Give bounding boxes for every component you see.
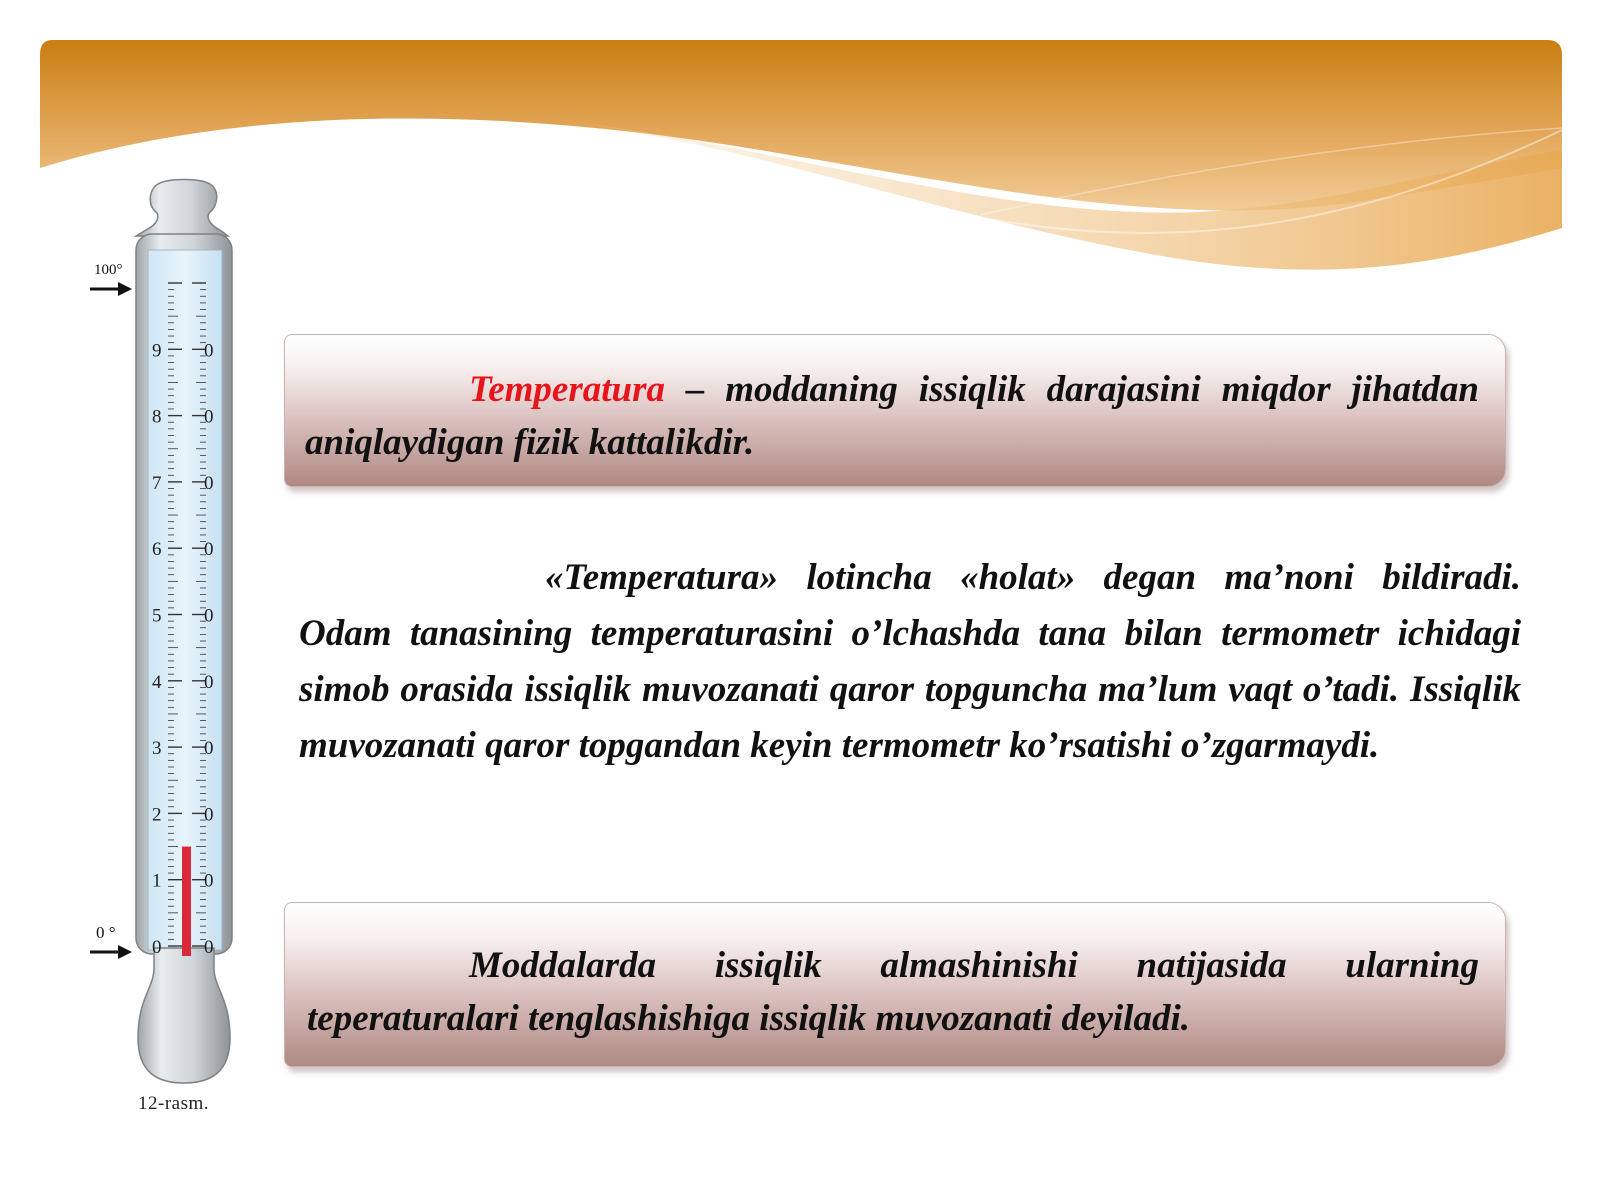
top-mark-label: 100°: [94, 262, 123, 278]
scale-label: 0: [204, 870, 214, 892]
figure-caption: 12-rasm.: [138, 1093, 210, 1114]
temperature-definition-box: [284, 334, 1506, 487]
mercury-column: [182, 847, 191, 956]
scale-label: 0: [152, 937, 162, 958]
scale-label: 0: [204, 671, 214, 693]
scale-label: 8: [152, 406, 162, 428]
equilibrium-definition-box: [284, 902, 1506, 1067]
body-paragraph-text: «Temperatura» lotincha «holat» degan ma’noni bildiradi. Odam tanasining temperaturasini o’lchashda tana bilan termometr ichidagi simob orasida issiqlik muvozanati qaror topguncha ma’lum vaqt o’tadi. Issiqlik muvozanati qaror topgandan keyin termometr ko’rsatishi o’zgarmaydi.: [299, 557, 1521, 766]
scale-label: 0: [204, 406, 214, 428]
bottom-mark-label: 0 °: [96, 923, 116, 942]
scale-label: 0: [204, 340, 214, 362]
top-arrow-icon: [90, 282, 132, 296]
highlighted-term: Temperatura: [469, 369, 665, 410]
scale-label: 7: [152, 472, 162, 494]
body-paragraph-block: [299, 550, 1521, 774]
scale-label: 0: [204, 539, 214, 561]
scale-label: 2: [152, 804, 162, 826]
bottom-arrow-icon: [90, 945, 132, 959]
definition-rest: – moddaning issiqlik darajasini miqdor jihatdan aniqlaydigan fizik kattalikdir.: [305, 369, 1479, 463]
scale-label: 0: [204, 738, 214, 760]
scale-label: 0: [204, 605, 214, 627]
thermometer-illustration: [88, 178, 258, 1123]
equilibrium-definition-content: Moddalarda issiqlik almashinishi natijasida ularning teperaturalari tenglashishiga issiqlik muvozanati deyiladi.: [307, 945, 1479, 1039]
scale-label: 1: [152, 870, 162, 892]
temperature-definition-text: [305, 363, 1479, 469]
scale-label: 9: [152, 340, 162, 362]
scale-label: 0: [204, 472, 214, 494]
scale-label: 6: [152, 539, 162, 561]
scale-label: 3: [152, 738, 162, 760]
scale-label: 5: [152, 605, 162, 627]
scale-label: 0: [204, 804, 214, 826]
body-paragraph: [299, 550, 1521, 774]
equilibrium-definition-text: [307, 939, 1479, 1045]
scale-label: 0: [204, 937, 214, 958]
scale-label: 4: [152, 671, 162, 693]
